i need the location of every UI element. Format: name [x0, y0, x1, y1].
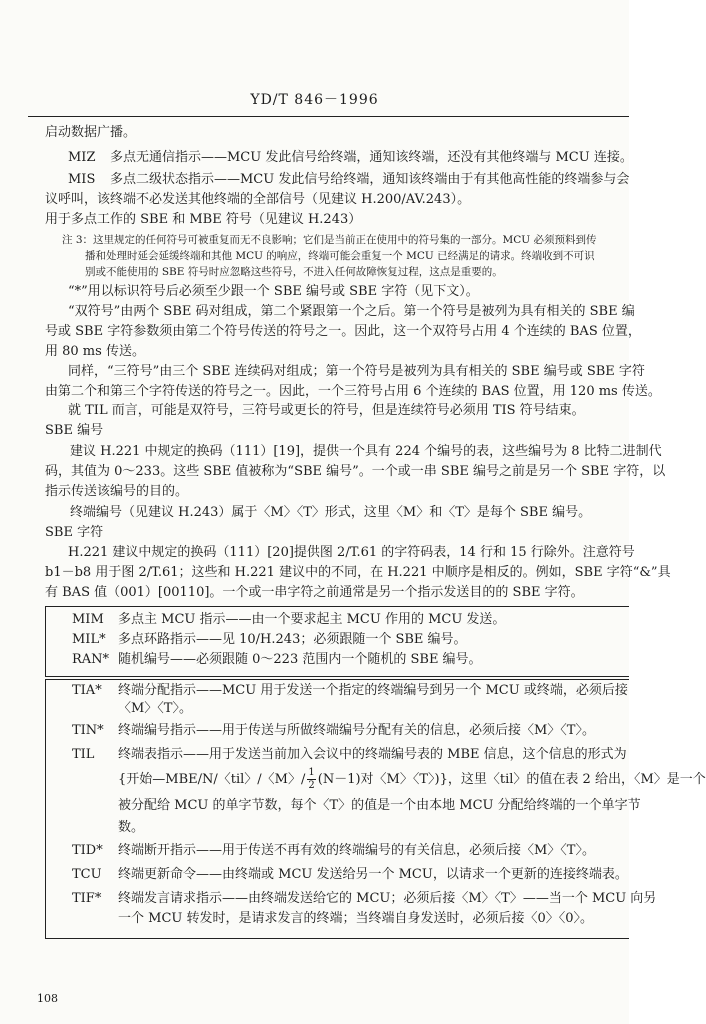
intro-line: 启动数据广播。	[45, 125, 137, 140]
tif-definition	[72, 890, 657, 908]
fraction-denominator: 2	[308, 780, 315, 791]
formula-fraction	[307, 768, 315, 791]
note-line: 注 3：这里规定的任何符号可被重复而无不良影响；它们是当前正在使用中的符号集的一部分。MCU 必须预料到传	[62, 234, 597, 246]
tia-code: TIA*	[72, 683, 102, 698]
standard-number-header: YD/T 846－1996	[250, 92, 379, 108]
tin-definition	[72, 722, 629, 740]
mim-description: 多点主 MCU 指示——由一个要求起主 MCU 作用的 MCU 发送。	[118, 612, 506, 627]
mis-code: MIS	[68, 172, 96, 187]
tid-definition	[72, 842, 629, 860]
terminal-number-line: 终端编号（见建议 H.243）属于〈M〉〈T〉形式，这里〈M〉和〈T〉是每个 SBE 编号。	[70, 505, 592, 520]
til-definition	[72, 746, 629, 764]
tif-description-continued: 一个 MCU 转发时，是请求发言的终端；当终端自身发送时，必须后接〈0〉〈0〉。	[118, 911, 594, 926]
tid-code: TID*	[72, 843, 103, 858]
mim-definition	[72, 611, 629, 629]
mil-code: MIL*	[72, 632, 106, 647]
formula-suffix: (N－1)对〈M〉〈T〉)}，这里〈til〉的值在表 2 给出，〈M〉是一个	[317, 772, 706, 787]
double-symbol-line: 用 80 ms 传送。	[45, 344, 145, 359]
tia-description-continued: 〈M〉〈T〉。	[118, 701, 192, 716]
sbe-number-heading: SBE 编号	[45, 423, 104, 438]
til-description-continued: 数。	[118, 820, 145, 835]
mis-description-continued: 议呼叫，该终端不必发送其他终端的全部信号（见建议 H.200/AV.243）。	[45, 192, 471, 207]
double-symbol-line: 号或 SBE 字符参数须由第二个符号传送的符号之一。因此，这一个双符号占用 4 个连续的 BAS 位置，	[45, 324, 641, 339]
tia-description: 终端分配指示——MCU 用于发送一个指定的终端编号到另一个 MCU 或终端，必须后接	[118, 683, 628, 698]
asterisk-paragraph: “*”用以标识符号后必须至少跟一个 SBE 编号或 SBE 字符（见下文）。	[68, 284, 479, 299]
sbe-number-line: 指示传送该编号的目的。	[45, 484, 189, 499]
til-description: 终端表指示——用于发送当前加入会议中的终端编号表的 MBE 信息，这个信息的形式为	[118, 747, 627, 762]
mil-description: 多点环路指示——见 10/H.243；必须跟随一个 SBE 编号。	[118, 632, 467, 647]
mim-code: MIM	[72, 612, 104, 627]
ran-description: 随机编号——必须跟随 0～223 范围内一个随机的 SBE 编号。	[118, 652, 482, 667]
tid-description: 终端断开指示——用于传送不再有效的终端编号的有关信息，必须后接〈M〉〈T〉。	[118, 843, 595, 858]
tin-code: TIN*	[72, 723, 104, 738]
formula-prefix: {开始—MBE/N/〈til〉/〈M〉/	[118, 772, 306, 787]
ran-code: RAN*	[72, 652, 110, 667]
sbe-number-line: 建议 H.221 中规定的换码（111）[19]，提供一个具有 224 个编号的表，这些编号为 8 比特二进制代	[70, 444, 662, 459]
ran-definition	[72, 651, 629, 669]
tcu-description: 终端更新命令——由终端或 MCU 发送给另一个 MCU，以请求一个更新的连接终端表。	[118, 867, 628, 882]
tcu-definition	[72, 866, 629, 884]
mil-definition	[72, 631, 629, 649]
note-line: 播和处理时延会延缓终端和其他 MCU 的响应，终端可能会重复一个 MCU 已经满足的请求。终端收到不可识	[85, 250, 595, 262]
miz-description: 多点无通信指示——MCU 发此信号给终端，通知该终端，还没有其他终端与 MCU 连接。	[110, 150, 633, 165]
double-symbol-line: “双符号”由两个 SBE 码对组成，第二个紧跟第一个之后。第一个符号是被列为具有相关的 SBE 编	[68, 304, 635, 319]
tia-definition	[72, 682, 629, 700]
page-number: 108	[37, 992, 58, 1005]
tin-description: 终端编号指示——用于传送与所做终端编号分配有关的信息，必须后接〈M〉〈T〉。	[118, 723, 595, 738]
til-formula	[118, 767, 706, 793]
sbe-char-line: H.221 建议中规定的换码（111）[20]提供图 2/T.61 的字符码表，14 行和 15 行除外。注意符号	[68, 545, 635, 560]
sbe-mbe-section-title: 用于多点工作的 SBE 和 MBE 符号（见建议 H.243）	[45, 212, 362, 227]
fraction-numerator: 1	[308, 767, 315, 778]
tcu-code: TCU	[72, 867, 102, 882]
triple-symbol-line: 由第二个和第三个字符传送的符号之一。因此，一个三符号占用 6 个连续的 BAS 位置，用 120 ms 传送。	[45, 384, 661, 399]
note-line: 别或不能使用的 SBE 符号时应忽略这些符号，不进入任何故障恢复过程，这点是重要的。	[85, 266, 503, 278]
til-description-continued: 被分配给 MCU 的单字节数，每个〈T〉的值是一个由本地 MCU 分配给终端的一个单字节	[118, 798, 641, 813]
header-rule	[28, 116, 629, 117]
sbe-char-line: b1－b8 用于图 2/T.61；这些和 H.221 建议中的不同，在 H.221 中顺序是相反的。例如，SBE 字符“&”具	[45, 565, 671, 580]
miz-definition	[68, 149, 633, 167]
tif-code: TIF*	[72, 891, 102, 906]
tif-description: 终端发言请求指示——由终端发送给它的 MCU；必须后接〈M〉〈T〉——当一个 MCU 向另	[118, 891, 657, 906]
mis-description: 多点二级状态指示——MCU 发此信号给终端，通知该终端由于有其他高性能的终端参与会	[110, 172, 630, 187]
til-paragraph: 就 TIL 而言，可能是双符号，三符号或更长的符号，但是连续符号必须用 TIS 符号结束。	[68, 403, 585, 418]
sbe-number-line: 码，其值为 0～233。这些 SBE 值被称为“SBE 编号”。一个或一串 SBE 编号之前是另一个 SBE 字符，以	[45, 464, 666, 479]
triple-symbol-line: 同样，“三符号”由三个 SBE 连续码对组成；第一个符号是被列为具有相关的 SBE 编号或 SBE 字符	[68, 364, 645, 379]
sbe-char-heading: SBE 字符	[45, 525, 104, 540]
miz-code: MIZ	[68, 150, 96, 165]
sbe-char-line: 有 BAS 值（001）[00110]。一个或一串字符之前通常是另一个指示发送目的的 SBE 字符。	[45, 585, 584, 600]
mis-definition	[68, 171, 629, 189]
til-code: TIL	[72, 747, 95, 762]
